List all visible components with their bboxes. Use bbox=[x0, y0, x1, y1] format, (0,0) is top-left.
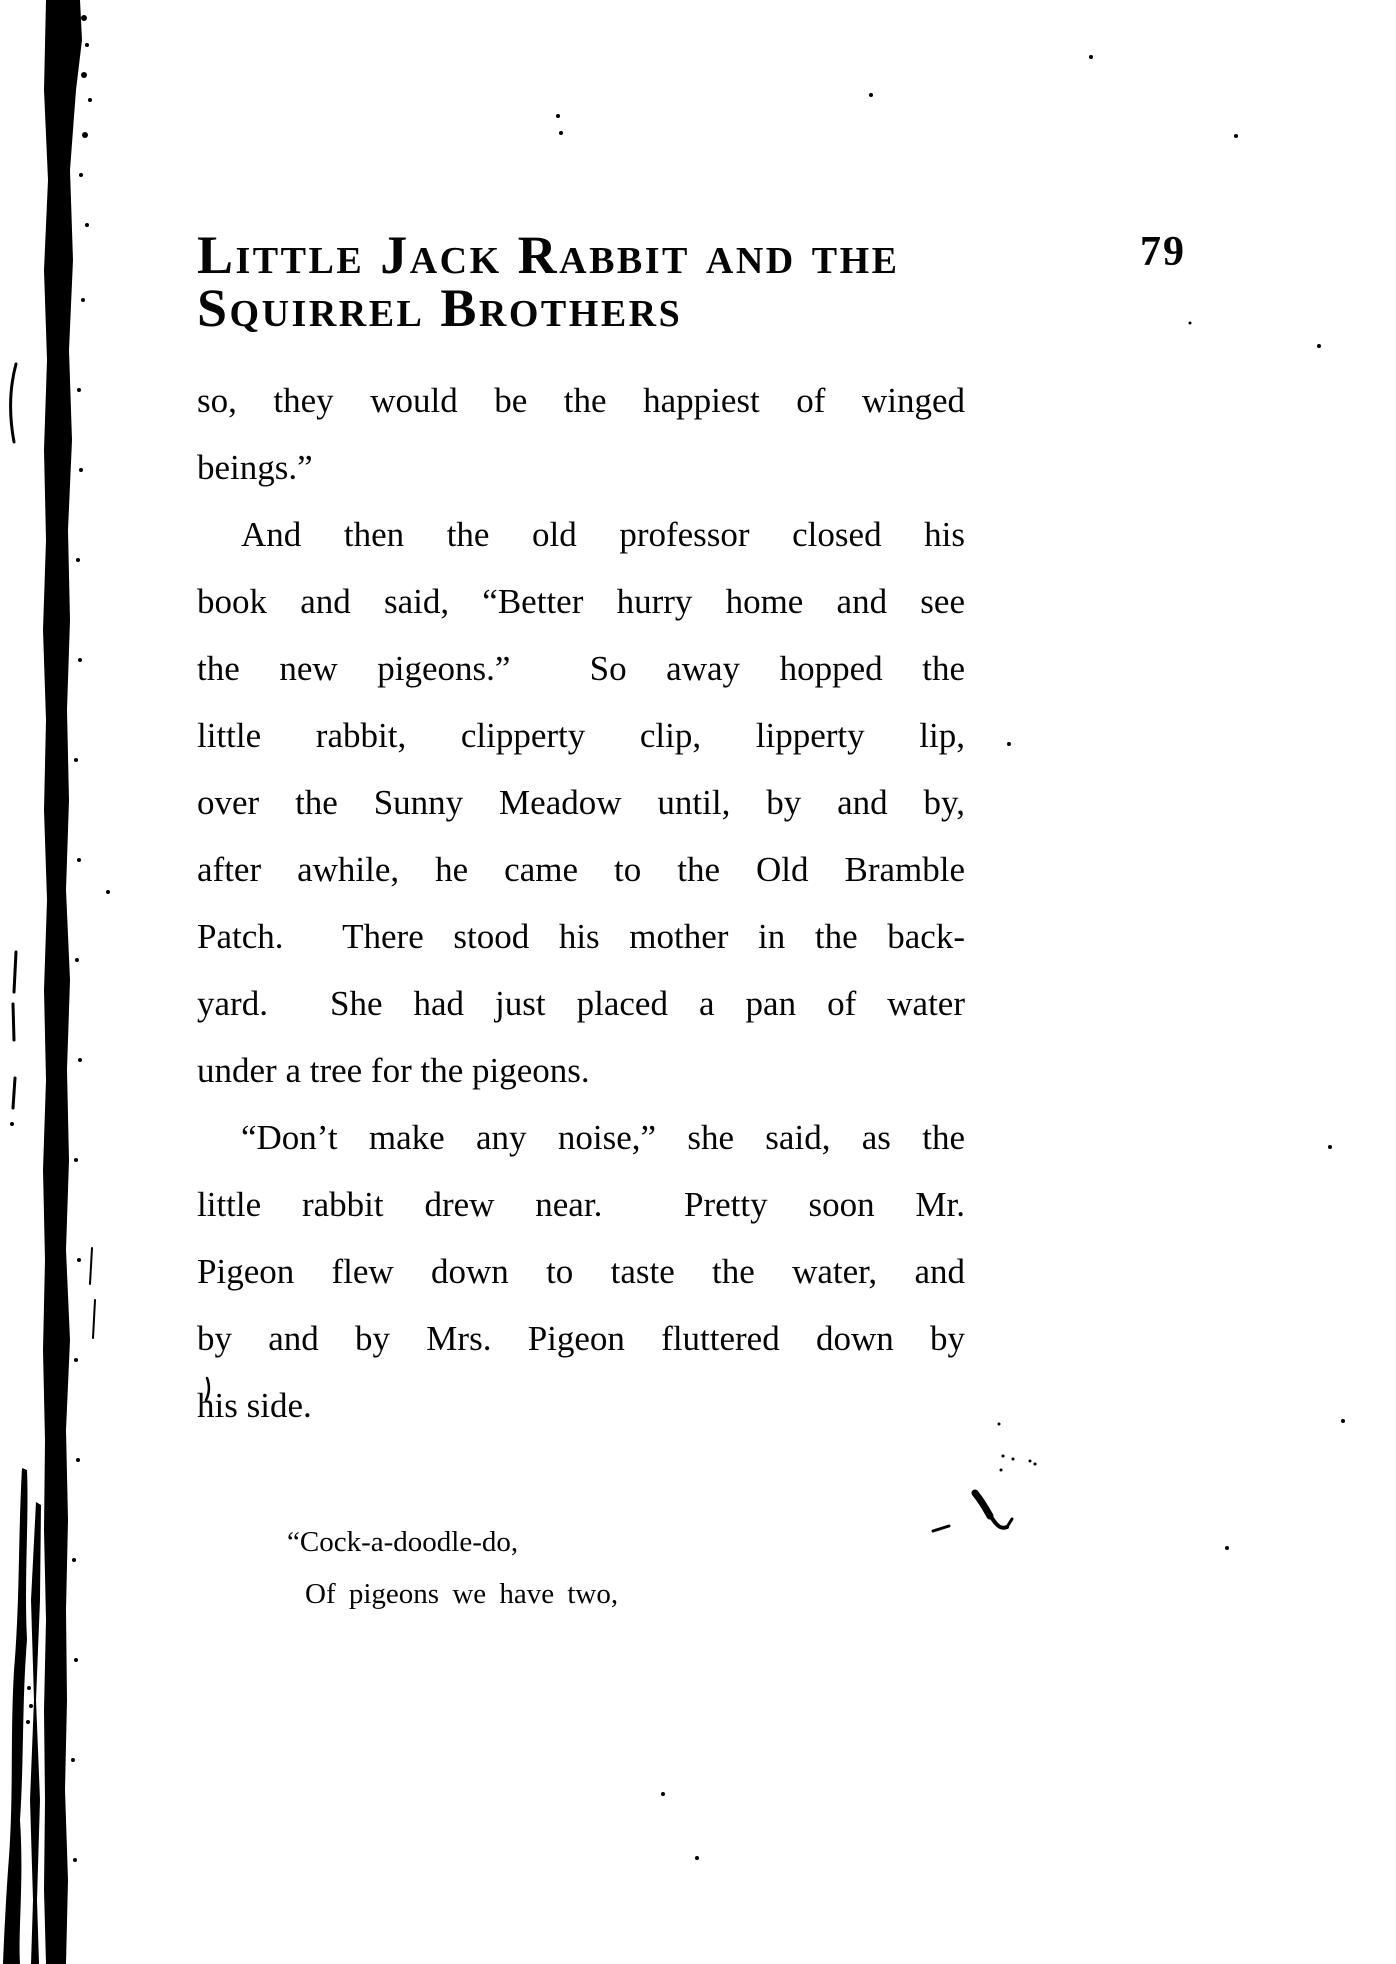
body-line: by and by Mrs. Pigeon fluttered down by bbox=[197, 1319, 965, 1358]
body-line: “Don’t make any noise,” she said, as the bbox=[241, 1118, 965, 1157]
body-line: little rabbit, clipperty clip, lipperty lip, bbox=[197, 716, 965, 755]
margin-marks bbox=[10, 364, 208, 1400]
binding-speckles bbox=[71, 15, 92, 1862]
body-line: And then the old professor closed his bbox=[241, 515, 965, 554]
body-line: beings.” bbox=[197, 448, 313, 487]
binding-streak-middle bbox=[30, 1502, 41, 1964]
margin-dots bbox=[10, 1122, 33, 1724]
body-line: Patch. There stood his mother in the back- bbox=[197, 917, 965, 956]
verse-line: “Cock-a-doodle-do, bbox=[287, 1526, 519, 1558]
body-line: the new pigeons.” So away hopped the bbox=[197, 649, 965, 688]
body-line: under a tree for the pigeons. bbox=[197, 1051, 590, 1090]
verse-block bbox=[197, 1516, 965, 1620]
page-number: 79 bbox=[1140, 229, 1186, 275]
body-line: Pigeon flew down to taste the water, and bbox=[197, 1252, 965, 1291]
body-line: book and said, “Better hurry home and see bbox=[197, 582, 965, 621]
body-line: after awhile, he came to the Old Bramble bbox=[197, 850, 965, 889]
body-line: so, they would be the happiest of winged bbox=[197, 381, 965, 420]
body-line: little rabbit drew near. Pretty soon Mr. bbox=[197, 1185, 965, 1224]
binding-streak-left bbox=[3, 1468, 27, 1964]
binding-shadow bbox=[43, 0, 82, 1964]
body-line: yard. She had just placed a pan of water bbox=[197, 984, 965, 1023]
verse-line: Of pigeons we have two, bbox=[305, 1578, 619, 1610]
body-line: his side. bbox=[197, 1386, 312, 1425]
body-line: over the Sunny Meadow until, by and by, bbox=[197, 783, 965, 822]
running-title-line-1: Little Jack Rabbit and the bbox=[197, 225, 900, 285]
running-title-line-2: Squirrel Brothers bbox=[197, 278, 683, 338]
body-text bbox=[197, 367, 965, 1439]
